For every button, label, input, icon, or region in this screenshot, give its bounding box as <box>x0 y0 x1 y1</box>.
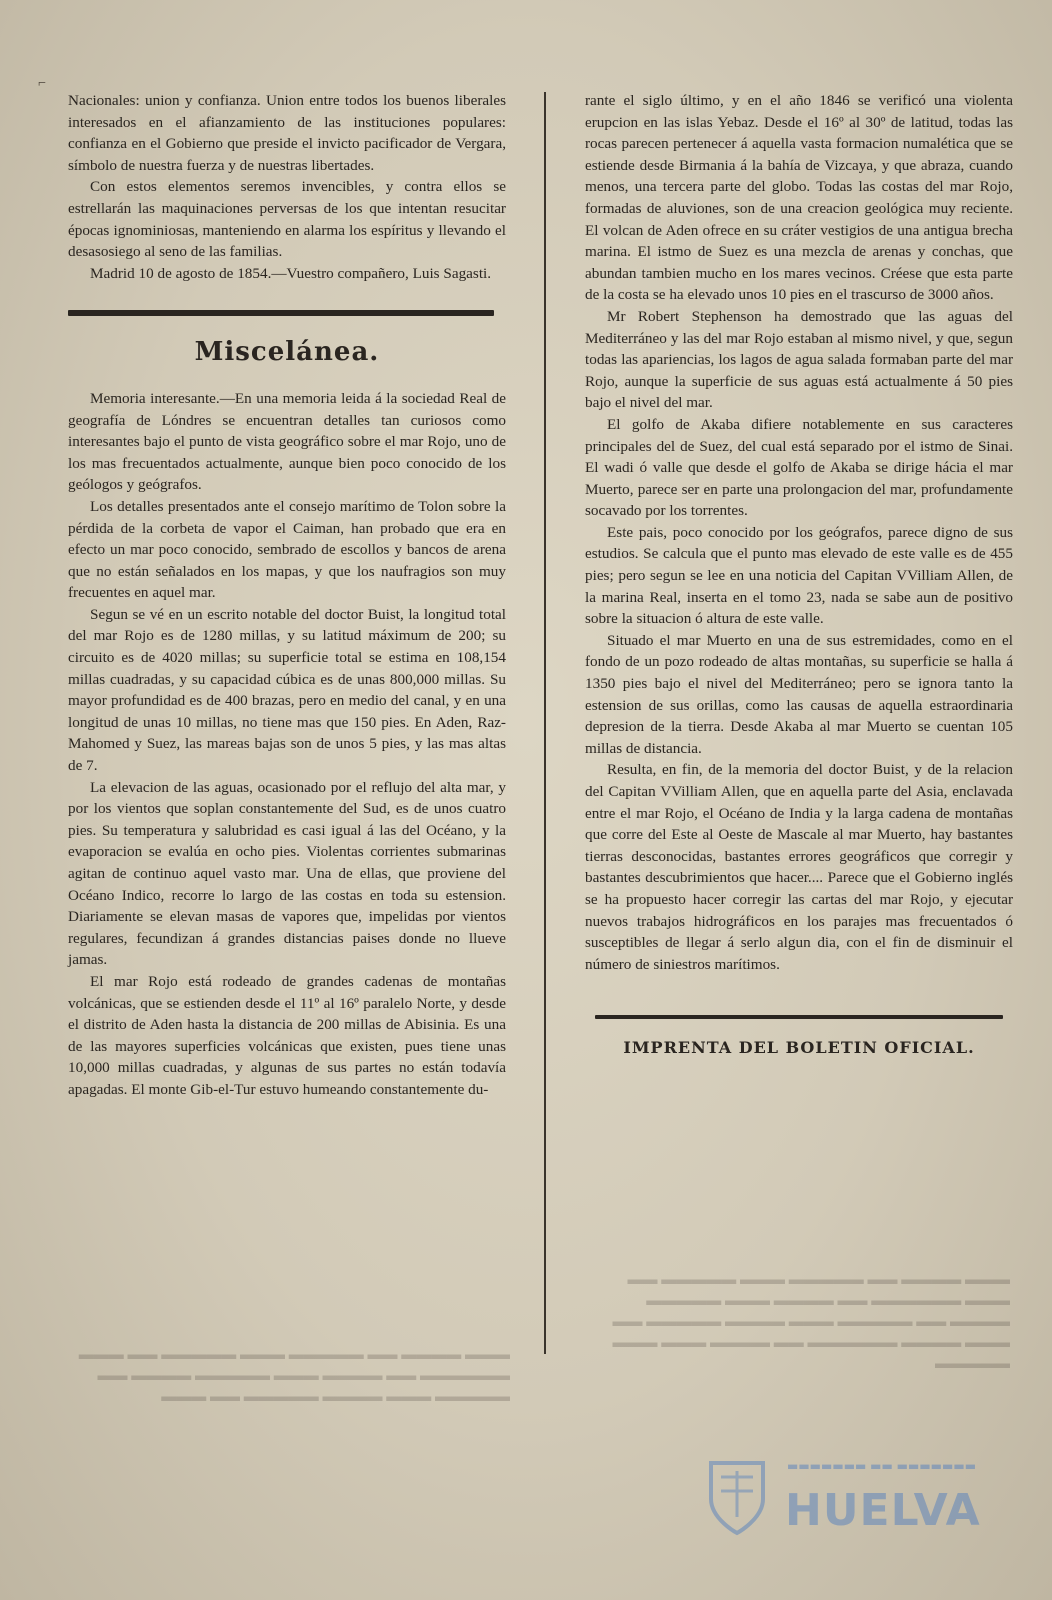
paragraph: El mar Rojo está rodeado de grandes cadenas de montañas volcánicas, que se estienden desde el 11º al 16º paralelo Norte, y desde el distrito de Aden hasta la distancia de 200 millas de Abisinia. Es una de las mayores superficies volcánicas que existen, pues tiene unas 10,000 millas cuadradas, y algunas de sus partes no están todavía apagadas. El monte Gib-el-Tur estuvo humeando constantemente du- <box>68 972 506 1098</box>
corner-mark: ⌐ <box>38 76 46 91</box>
archive-watermark <box>705 1455 995 1555</box>
paragraph: Nacionales: union y confianza. Union entre todos los buenos liberales interesados en el afianzamiento de las instituciones populares: confianza en el Gobierno que preside el invicto pacificador de Vergara, símbolo de nuestra fuerza y de nuestras libertades. <box>68 92 506 174</box>
paragraph: Mr Robert Stephenson ha demostrado que las aguas del Mediterráneo y las del mar Rojo estaban al mismo nivel, y que, segun todas las apariencias, los lagos de agua salada formaban parte del mar Rojo, aunque la superficie de sus aguas está actualmente á 50 pies bajo el nivel del mar. <box>585 307 1013 412</box>
left-column <box>68 90 506 1101</box>
paragraph: Situado el mar Muerto en una de sus estremidades, como en el fondo de un pozo rodeado de altas montañas, su superficie se halla á 1350 pies bajo el nivel del Mediterráneo; pero se ignora tanto la estension de sus orillas, como las causas de aquella estraordinaria depresion de la tierra. Desde Akaba al mar Muerto se cuentan 105 millas de distancia. <box>585 631 1013 757</box>
paragraph: Memoria interesante.—En una memoria leida á la sociedad Real de geografía de Lóndres se encuentran detalles tan curiosos como interesantes bajo el punto de vista geográfico sobre el mar Rojo, uno de los mas frecuentados actualmente, aunque bien poco conocido de los geólogos y geógrafos. <box>68 389 506 494</box>
watermark-subtitle-mark: ▬▬▬▬▬▬▬ ▬▬ ▬▬▬▬▬▬▬ <box>787 1459 977 1473</box>
paragraph: Este pais, poco conocido por los geógrafos, parece digno de sus estudios. Se calcula que el punto mas elevado de este valle es de 455 pies; pero segun se lee en una noticia del Capitan VVilliam Allen, de la marina Real, inserta en el tomo 23, nada se sabe aun de positivo sobre la situacion ó altura de este valle. <box>585 523 1013 628</box>
bleed-through-left: ▬▬▬ ▬▬▬▬ ▬▬ ▬▬▬▬▬ ▬▬▬ ▬▬▬▬▬ ▬▬ ▬▬▬ ▬▬▬▬▬▬ ▬▬ ▬▬▬▬ ▬▬▬ ▬▬▬▬▬ ▬▬▬▬ ▬▬ ▬▬▬▬▬ ▬▬▬ ▬▬▬▬ ▬▬▬▬▬ ▬▬ ▬▬▬ <box>78 1347 510 1405</box>
bleed-through-right: ▬▬▬ ▬▬▬▬ ▬▬ ▬▬▬▬▬ ▬▬▬ ▬▬▬▬▬ ▬▬ ▬▬▬ ▬▬▬▬▬▬ ▬▬ ▬▬▬▬ ▬▬▬ ▬▬▬▬▬ ▬▬▬▬ ▬▬ ▬▬▬▬▬ ▬▬▬ ▬▬▬▬ ▬▬▬▬▬ ▬▬ ▬▬▬ ▬▬▬▬ ▬▬▬▬▬▬ ▬▬ ▬▬▬▬ ▬▬▬ ▬▬▬ ▬▬▬▬▬ <box>612 1272 1010 1372</box>
printer-imprint: IMPRENTA DEL BOLETIN OFICIAL. <box>623 1038 975 1058</box>
paragraph: Resulta, en fin, de la memoria del doctor Buist, y de la relacion del Capitan VVilliam Allen, que en aquella parte del Asia, enclavada entre el mar Rojo, el Océano de India y la larga cadena de montañas que corre del Este al Oeste de Mascale al mar Muerto, hay bastantes tierras desconocidas, bastantes errores geográficos que corregir y bastantes descubrimientos que hacer.... Parece que el Gobierno inglés se ha propuesto hacer corregir las cartas del mar Rojo, y ejecutar nuevos trabajos hidrográficos en los parajes mas frecuentados ó susceptibles de llegar á serlo algun dia, con el fin de disminuir el número de siniestros marítimos. <box>585 761 1013 973</box>
paragraph: La elevacion de las aguas, ocasionado por el reflujo del alta mar, y por los vientos que soplan constantemente del Sud, es de unos cuatro pies. Su temperatura y salubridad es casi igual á las del Océano, y la evaporacion se evalúa en ocho pies. Violentas corrientes submarinas agitan de continuo aquel vasto mar. Una de ellas, que proviene del Océano Indico, recorre lo largo de las costas en toda su estension. Diariamente se elevan masas de vapores que, impelidas por vientos regulares, fecundizan á grandes distancias paises donde no llueve jamas. <box>68 778 506 969</box>
section-divider <box>68 310 494 316</box>
paragraph: Con estos elementos seremos invencibles, y contra ellos se estrellarán las maquinaciones perversas de los que intentan resucitar épocas ignominiosas, manteniendo en alarma los espíritus y llevando el desasosiego al seno de las familias. <box>68 178 506 261</box>
column-rule <box>544 92 546 1354</box>
signature-line: Madrid 10 de agosto de 1854.—Vuestro compañero, Luis Sagasti. <box>90 264 492 282</box>
coat-of-arms-icon <box>705 1457 769 1537</box>
closing-divider <box>595 1015 1003 1019</box>
right-column <box>585 90 1013 1059</box>
paragraph: Segun se vé en un escrito notable del doctor Buist, la longitud total del mar Rojo es de 1280 millas, y su latitud máximum de 200; su circuito es de 4020 millas; su superficie total se estima en 108,154 millas cuadradas, y su capacidad cúbica es de unas 800,000 millas. Su mayor profundidad es de 400 brazas, pero en medio del canal, y en una longitud de unas 10 millas, no tiene mas que 150 pies. En Aden, Raz-Mahomed y Suez, las mareas bajas son de unos 5 pies, y las mas altas de 7. <box>68 605 506 775</box>
watermark-text: HUELVA <box>785 1485 981 1536</box>
section-title: Miscelánea. <box>194 337 380 368</box>
paragraph: El golfo de Akaba difiere notablemente en sus caracteres principales del de Suez, del cual está separado por el istmo de Sinai. El wadi ó valle que desde el golfo de Akaba se dirige hácia el mar Muerto, parece ser en parte una prolongacion del mar, profundamente socavado por los torrentes. <box>585 415 1013 520</box>
paragraph: Los detalles presentados ante el consejo marítimo de Tolon sobre la pérdida de la corbeta de vapor el Caiman, han probado que era en efecto un mar poco conocido, sembrado de escollos y bancos de arena que no están señalados en los mapas, y que los naufragios son muy frecuentes en aquel mar. <box>68 497 506 602</box>
paragraph: rante el siglo último, y en el año 1846 se verificó una violenta erupcion en las islas Yebaz. Desde el 16º al 30º de latitud, todas las rocas parecen pertenecer á aquella vasta formacion numalética que se estiende desde Birmania á la bahía de Vizcaya, y que abraza, cuando menos, una tercera parte del globo. Todas las costas del mar Rojo, formadas de aluviones, son de una creacion geológica muy reciente. El volcan de Aden ofrece en su cráter vestigios de una antigua brecha marina. El istmo de Suez es una mezcla de arenas y conchas, que abundan tambien mucho en los mares vecinos. Créese que esta parte de la costa se ha elevado unos 10 pies en el trascurso de 3000 años. <box>585 92 1013 304</box>
